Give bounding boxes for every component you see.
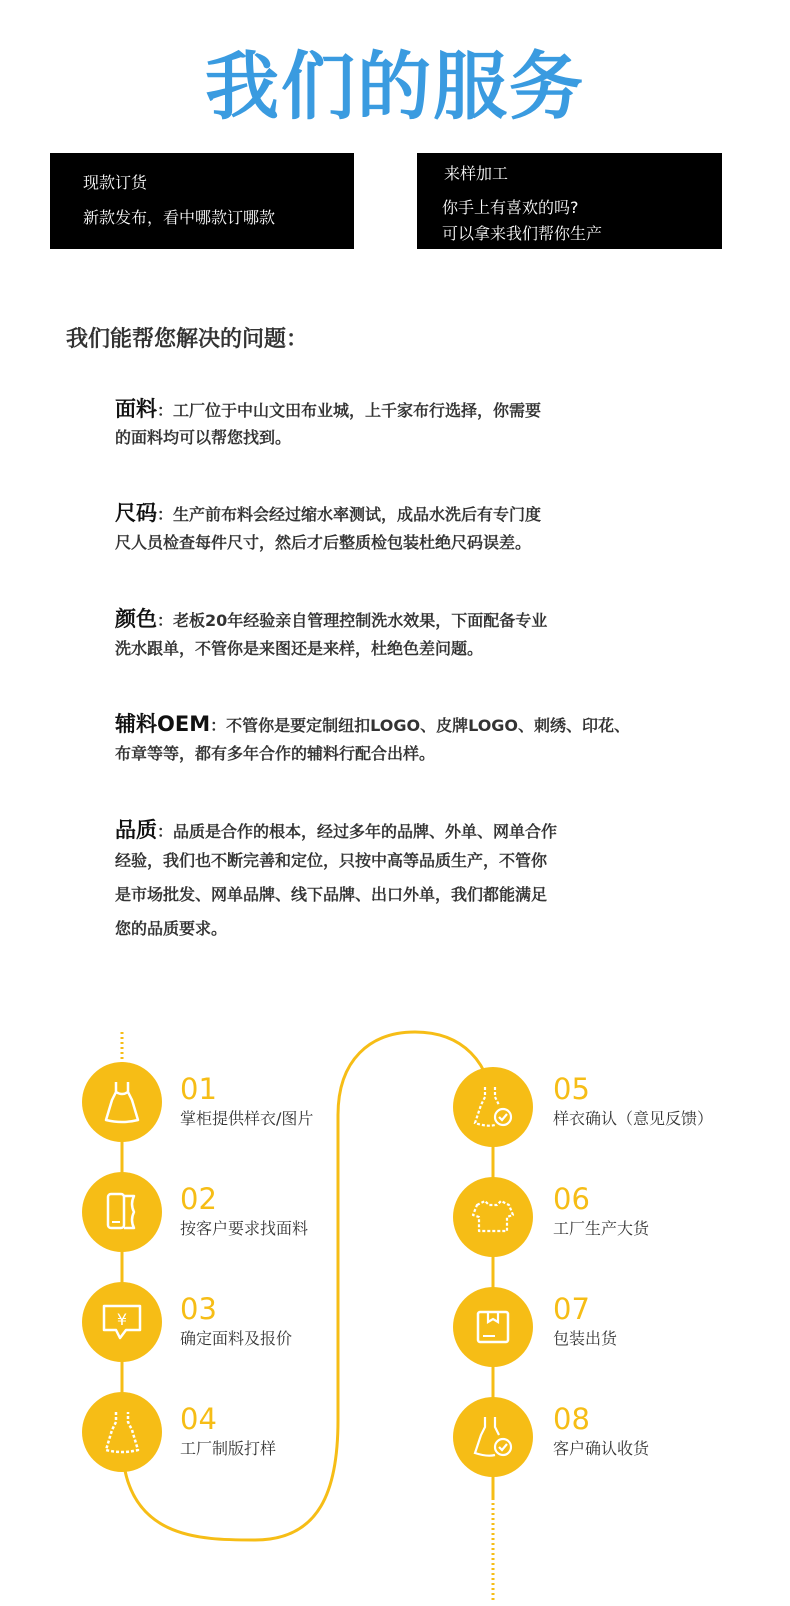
step-number: 02 (180, 1182, 217, 1216)
step-label: 样衣确认（意见反馈） (553, 1109, 714, 1128)
problem-fabric (115, 393, 541, 423)
package-icon (471, 1305, 515, 1349)
step-number: 03 (180, 1292, 217, 1326)
problems-heading: 我们能帮您解决的问题： (66, 327, 309, 352)
problem-size (115, 497, 541, 527)
service-card-sample (417, 153, 722, 249)
step-number: 01 (180, 1072, 217, 1106)
problem-key: 辅料OEM (115, 712, 211, 736)
step-number: 08 (553, 1402, 590, 1436)
problem-text: 洗水跟单，不管你是来图还是来样，杜绝色差问题。 (115, 639, 484, 658)
problem-text: 您的品质要求。 (115, 919, 228, 938)
problem-text: ：不管你是要定制纽扣LOGO、皮牌LOGO、刺绣、印花、 (210, 716, 631, 735)
problem-key: 品质 (115, 818, 157, 842)
problem-key: 颜色 (115, 607, 157, 631)
problem-text: ：工厂位于中山文田布业城，上千家布行选择，你需要 (157, 401, 542, 420)
yen-chat-icon (98, 1300, 146, 1344)
problem-text: ：老板20年经验亲自管理控制洗水效果，下面配备专业 (157, 611, 548, 630)
dress-icon (100, 1078, 144, 1126)
step-label: 确定面料及报价 (180, 1329, 293, 1348)
svg-text:¥: ¥ (116, 1310, 128, 1329)
step-circle-03 (82, 1282, 162, 1362)
step-number: 07 (553, 1292, 590, 1326)
problem-text: ：生产前布料会经过缩水率测试，成品水洗后有专门度 (157, 505, 542, 524)
problem-text: 布章等等，都有多年合作的辅料行配合出样。 (115, 744, 436, 763)
step-number: 05 (553, 1072, 590, 1106)
dress-dashed-icon (100, 1408, 144, 1456)
step-circle-05 (453, 1067, 533, 1147)
problem-text: 经验，我们也不断完善和定位，只按中高等品质生产，不管你 (115, 851, 548, 870)
step-label: 包装出货 (553, 1329, 618, 1348)
problem-key: 尺码 (115, 501, 157, 525)
service-card-text: 你手上有喜欢的吗? (442, 198, 579, 217)
problem-key: 面料 (115, 397, 157, 421)
problem-text: 尺人员检查每件尺寸，然后才后整质检包装杜绝尺码误差。 (115, 533, 532, 552)
step-circle-02 (82, 1172, 162, 1252)
dress-check-icon (471, 1083, 515, 1131)
problem-text: 的面料均可以帮您找到。 (115, 428, 292, 447)
fabric-roll-icon (100, 1188, 144, 1236)
step-label: 掌柜提供样衣/图片 (180, 1109, 314, 1128)
service-card-text: 可以拿来我们帮你生产 (442, 224, 603, 243)
service-card-stock (50, 153, 354, 249)
step-circle-01 (82, 1062, 162, 1142)
step-label: 工厂制版打样 (180, 1439, 277, 1458)
step-number: 04 (180, 1402, 217, 1436)
step-circle-06 (453, 1177, 533, 1257)
step-circle-08 (453, 1397, 533, 1477)
problem-color (115, 603, 547, 633)
service-card-title: 现款订货 (83, 173, 148, 192)
page-title: 我们的服务 (205, 44, 585, 130)
service-card-text: 新款发布，看中哪款订哪款 (83, 208, 276, 227)
step-circle-04 (82, 1392, 162, 1472)
problem-quality (115, 814, 557, 844)
problem-text: 是市场批发、网单品牌、线下品牌、出口外单，我们都能满足 (115, 885, 548, 904)
dress-check-icon (471, 1413, 515, 1461)
step-label: 按客户要求找面料 (180, 1219, 309, 1238)
problem-accessories (115, 708, 630, 738)
problem-text: ：品质是合作的根本，经过多年的品牌、外单、网单合作 (157, 822, 558, 841)
step-number: 06 (553, 1182, 590, 1216)
garments-icon (469, 1195, 517, 1239)
step-label: 客户确认收货 (553, 1439, 650, 1458)
service-card-title: 来样加工 (444, 164, 509, 183)
step-circle-07 (453, 1287, 533, 1367)
step-label: 工厂生产大货 (553, 1219, 650, 1238)
